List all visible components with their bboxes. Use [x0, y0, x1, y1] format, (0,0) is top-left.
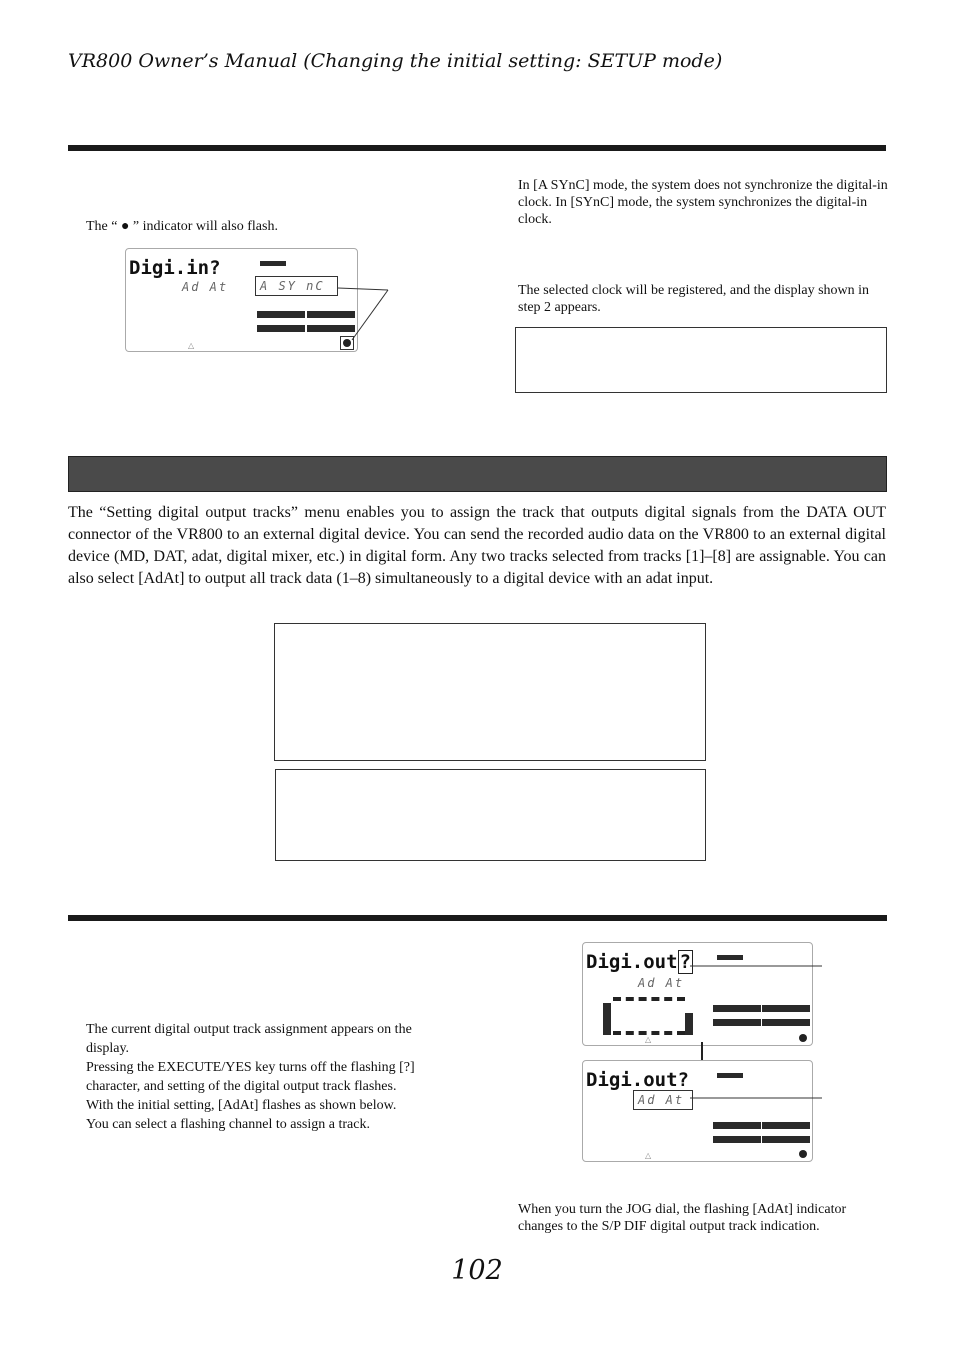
page-header: VR800 Owner’s Manual (Changing the initial setting: SETUP mode): [68, 50, 723, 72]
lcd-level-bar: [762, 1019, 810, 1026]
step-text-line: The current digital output track assignment appears on the display.: [86, 1022, 412, 1056]
jog-note: When you turn the JOG dial, the flashing [AdAt] indicator changes to the S/P DIF digital output track indication.: [518, 1202, 847, 1234]
record-dot-icon: [799, 1150, 807, 1158]
lcd-indicator-bar: [260, 261, 286, 266]
registered-note: The selected clock will be registered, and the display shown in step 2 appears.: [518, 283, 870, 315]
lcd-seg-frame-top: [613, 997, 685, 1001]
step-text-line: With the initial setting, [AdAt] flashes as shown below.: [86, 1098, 397, 1113]
section-rule-top: [68, 145, 886, 151]
lcd-seg-frame-left: [603, 1003, 611, 1035]
section-title-bar: [68, 456, 887, 492]
lcd-title: Digi.in?: [129, 257, 221, 279]
lcd-title: Digi.out?: [586, 1069, 689, 1091]
clock-mode-note: In [A SYnC] mode, the system does not synchronize the digital-in clock. In [SYnC] mode, the system synchronizes the digital-in clock.: [518, 178, 888, 227]
lcd-display-digi-out-1: [582, 942, 813, 1046]
lcd-level-bar: [257, 311, 305, 318]
step-text-line: You can select a flashing channel to assign a track.: [86, 1117, 370, 1132]
lcd-seg-right-box: [255, 276, 338, 296]
lcd-level-bar: [713, 1005, 761, 1012]
lcd-level-bar: [713, 1019, 761, 1026]
leader-line-lcd3: [690, 1092, 825, 1104]
lcd-level-bar: [713, 1136, 761, 1143]
lcd-level-bar: [762, 1136, 810, 1143]
lcd-indicator-bar: [717, 1073, 743, 1078]
record-dot-icon: [799, 1034, 807, 1042]
section-rule-middle: [68, 915, 887, 921]
flashing-qmark: ?: [679, 951, 691, 973]
lcd-seg-left: Ad At: [182, 280, 229, 294]
step-text-line: Pressing the EXECUTE/YES key turns off the flashing [?] character, and setting of the digital output track flashes.: [86, 1060, 415, 1094]
lcd-title: [586, 951, 693, 973]
page-number: 102: [451, 1255, 503, 1286]
lcd-display-digi-out-2: [582, 1060, 813, 1162]
intro-paragraph: The “Setting digital output tracks” menu enables you to assign the track that outputs digital signals from the DATA OUT connector of the VR800 to an external digital device. You can send the recorded audio data on the VR800 to an external digital device (MD, DAT, adat, digital mixer, etc.) in digital form. Any two tracks selected from tracks [1]–[8] are assignable. You can also select [AdAt] to output all track data (1–8) simultaneously to a digital device with an adat input.: [68, 504, 886, 587]
lcd-seg: Ad At: [638, 1093, 685, 1107]
triangle-icon: △: [645, 1035, 652, 1044]
lcd-seg-frame-right: [685, 1013, 693, 1035]
step-text: [86, 1020, 458, 1134]
triangle-icon: △: [188, 341, 195, 350]
lcd-seg-right: A SY nC: [260, 279, 325, 293]
indicator-note: The “ ● ” indicator will also flash.: [86, 219, 278, 234]
lcd-display-digi-in: [125, 248, 358, 352]
lcd-seg-box: [633, 1090, 693, 1110]
note-box-3: [275, 769, 706, 861]
lcd-seg: Ad At: [638, 976, 685, 990]
leader-lines-lcd1: [330, 280, 400, 350]
lcd-level-bar: [257, 325, 305, 332]
lcd-level-bar: [713, 1122, 761, 1129]
note-box-2: [274, 623, 706, 761]
triangle-icon: △: [645, 1151, 652, 1160]
leader-line-lcd2: [690, 960, 825, 972]
lcd-level-bar: [762, 1005, 810, 1012]
lcd-level-bar: [762, 1122, 810, 1129]
lcd-title-text: Digi.out: [586, 951, 678, 973]
note-box-1: [515, 327, 887, 393]
